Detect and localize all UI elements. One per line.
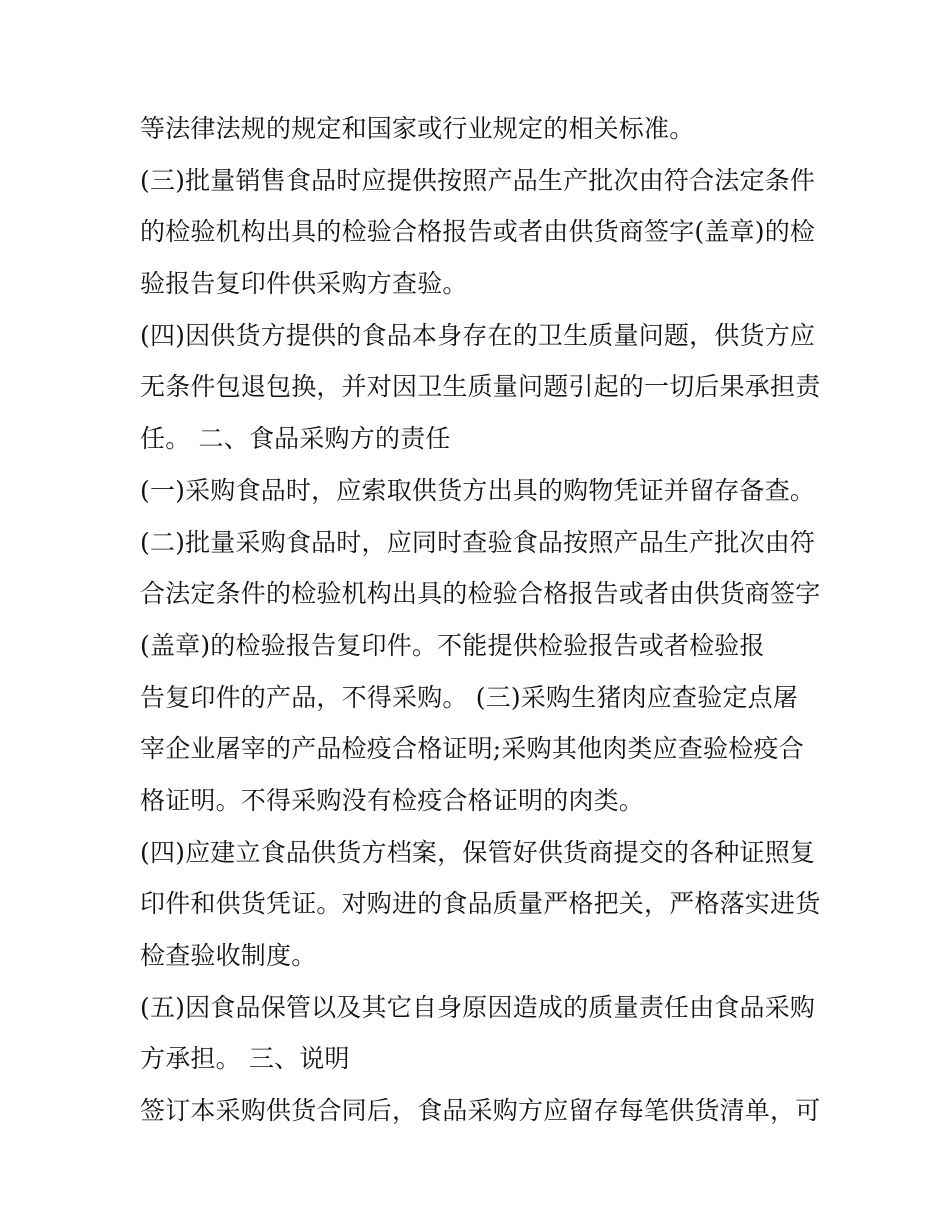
text-line: (四)应建立食品供货方档案，保管好供货商提交的各种证照复 [140, 837, 816, 867]
text-line: 告复印件的产品，不得采购。 (三)采购生猪肉应查验定点屠 [140, 682, 799, 712]
text-line: 签订本采购供货合同后，食品采购方应留存每笔供货清单，可 [140, 1096, 821, 1126]
text-line: (三)批量销售食品时应提供按照产品生产批次由符合法定条件 [140, 165, 816, 195]
text-line: 等法律法规的规定和国家或行业规定的相关标准。 [140, 114, 695, 143]
text-line: 合法定条件的检验机构出具的检验合格报告或者由供货商签字 [140, 579, 821, 609]
document-body [140, 108, 830, 1142]
text-line: (四)因供货方提供的食品本身存在的卫生质量问题，供货方应 [140, 320, 816, 350]
text-line: 任。 二、食品采购方的责任 [140, 424, 451, 454]
text-line: (五)因食品保管以及其它自身原因造成的质量责任由食品采购 [140, 992, 816, 1022]
text-line: 格证明。不得采购没有检疫合格证明的肉类。 [140, 785, 645, 815]
text-line: 检查验收制度。 [140, 941, 317, 970]
text-line: (盖章)的检验报告复印件。不能提供检验报告或者检验报 [140, 630, 765, 660]
text-line: (二)批量采购食品时，应同时查验食品按照产品生产批次由符 [140, 527, 816, 557]
text-line: (一)采购食品时，应索取供货方出具的购物凭证并留存备查。 [140, 475, 816, 505]
text-line: 宰企业屠宰的产品检疫合格证明;采购其他肉类应查验检疫合 [140, 734, 804, 764]
text-line: 无条件包退包换，并对因卫生质量问题引起的一切后果承担责 [140, 372, 821, 402]
text-line: 的检验机构出具的检验合格报告或者由供货商签字(盖章)的检 [140, 217, 816, 247]
text-line: 验报告复印件供采购方查验。 [140, 269, 468, 299]
text-line: 印件和供货凭证。对购进的食品质量严格把关，严格落实进货 [140, 889, 821, 919]
text-line: 方承担。 三、说明 [140, 1044, 350, 1074]
